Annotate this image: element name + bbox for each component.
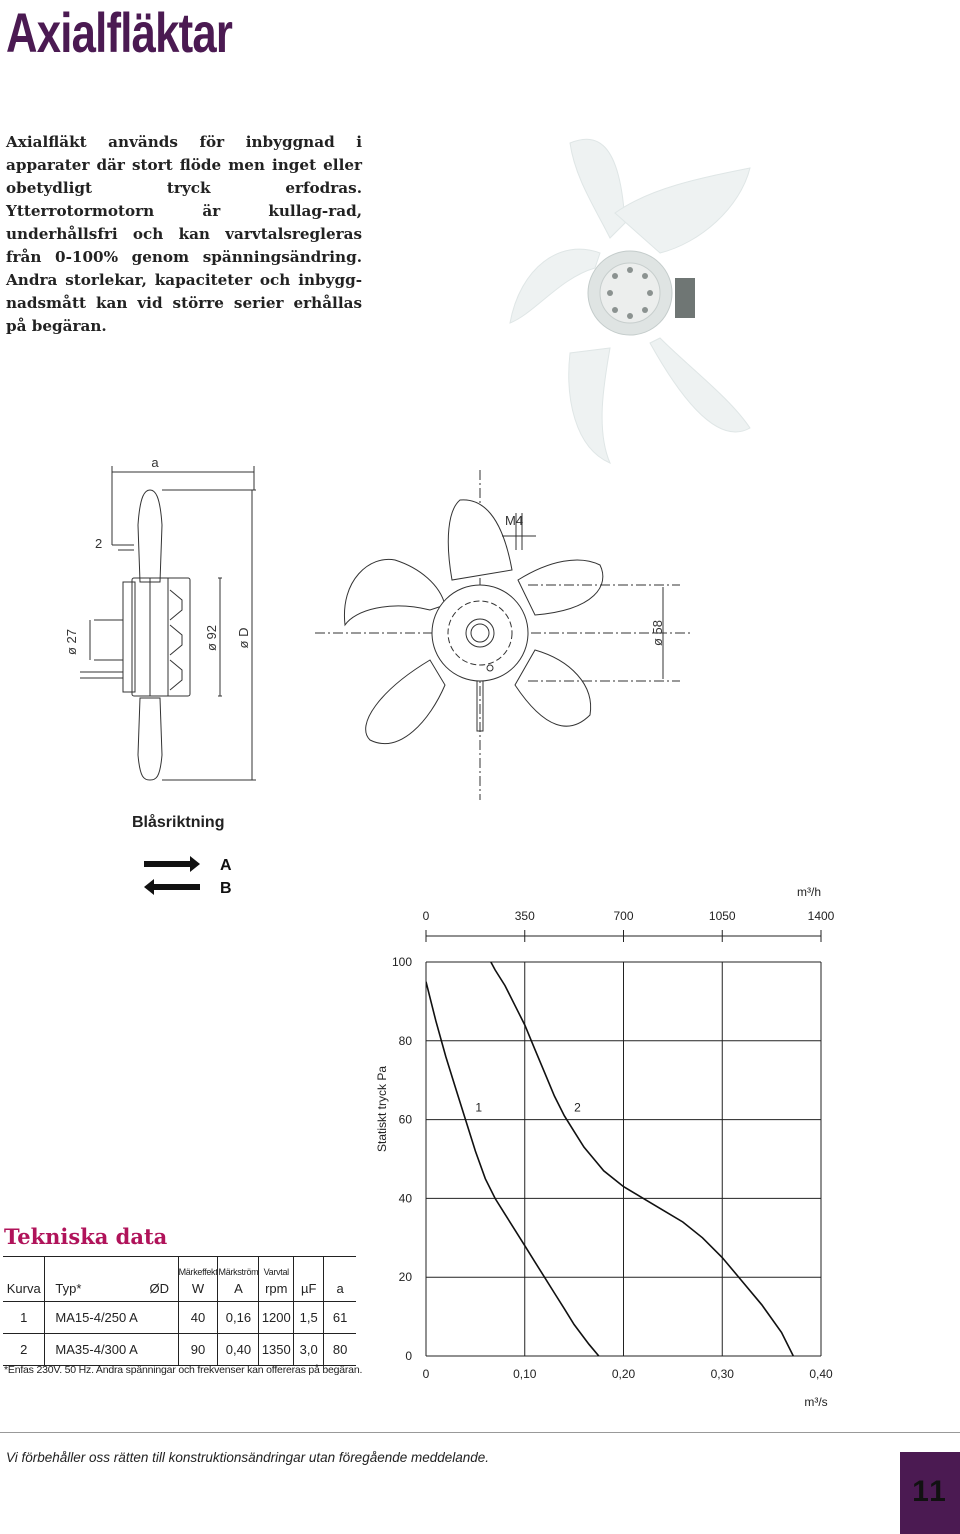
header-top-rpm: Varvtal (259, 1257, 294, 1278)
dim-a-label: a (151, 455, 159, 470)
header-od: ØD (149, 1281, 170, 1297)
cell-uf: 1,5 (294, 1301, 324, 1333)
header-uf: µF (294, 1277, 324, 1301)
fan-product-image (500, 128, 770, 468)
cell-kurva: 1 (20, 1309, 28, 1325)
x-tick-label: 0 (422, 1367, 430, 1381)
y-tick-label: 0 (405, 1349, 412, 1363)
series-label: 1 (475, 1100, 483, 1115)
cell-typ: MA15-4/250 A (45, 1301, 178, 1333)
page-number: 11 (900, 1452, 960, 1534)
page-title: Axialfläktar (6, 1, 233, 64)
x-tick-label: 0,10 (513, 1367, 537, 1381)
dim-92-label: ø 92 (204, 624, 219, 652)
header-dim-a: a (324, 1277, 356, 1301)
header-rpm: rpm (259, 1277, 294, 1301)
dim-m4-label: M4 (505, 513, 524, 528)
table-row (3, 1333, 356, 1365)
spec-table (3, 1256, 356, 1366)
blow-direction-arrows (140, 852, 240, 896)
top-axis-tick-label: 1050 (708, 909, 736, 923)
top-axis-unit: m³/h (797, 885, 821, 899)
cell-dim-a: 61 (324, 1301, 356, 1333)
cell-typ: MA35-4/300 A (45, 1333, 178, 1365)
cell-w: 90 (178, 1333, 218, 1365)
x-tick-label: 0,20 (611, 1367, 636, 1381)
series-label: 2 (574, 1100, 581, 1115)
dim-58-label: ø 58 (650, 619, 665, 647)
y-tick-label: 80 (398, 1033, 412, 1048)
disclaimer: Vi förbehåller oss rätten till konstruktionsändringar utan föregående meddelande. (6, 1450, 490, 1465)
table-row (3, 1301, 356, 1333)
table-footnote: *Enfas 230V. 50 Hz. Andra spänningar och frekvenser kan offereras på begäran. (4, 1364, 363, 1376)
cell-kurva: 2 (20, 1341, 28, 1357)
y-tick-label: 40 (398, 1191, 412, 1206)
header-top-a: Märkström (218, 1257, 259, 1278)
header-a: A (218, 1277, 259, 1301)
direction-a-label: A (220, 857, 232, 874)
section-title: Tekniska data (4, 1224, 168, 1249)
cell-dim-a: 80 (324, 1333, 356, 1365)
y-tick-label: 20 (398, 1270, 412, 1285)
top-axis-tick-label: 0 (422, 909, 430, 923)
cell-a: 0,40 (218, 1333, 259, 1365)
y-tick-label: 60 (398, 1112, 412, 1127)
header-typ: Typ* (45, 1277, 141, 1301)
header-w: W (178, 1277, 218, 1301)
dim-2-label: 2 (95, 536, 103, 551)
cell-uf: 3,0 (294, 1333, 324, 1365)
performance-chart (360, 870, 840, 1420)
technical-drawing (50, 450, 690, 810)
series-2-line (480, 942, 793, 1356)
cell-a: 0,16 (218, 1301, 259, 1333)
header-top-w: Märkeffekt (178, 1257, 218, 1278)
header-kurva: Kurva (6, 1281, 41, 1297)
x-tick-label: 0,40 (809, 1367, 833, 1381)
x-tick-label: 0,30 (710, 1367, 734, 1381)
top-axis-tick-label: 1400 (807, 909, 835, 923)
cell-rpm: 1200 (259, 1301, 294, 1333)
blow-direction-title: Blåsriktning (132, 814, 225, 831)
series-1-line (426, 982, 599, 1356)
intro-paragraph: Axialfläkt används för inbyggnad i apparater där stort flöde men inget eller obetydligt tryck erfodras. Ytterrotormotorn är kullag-rad, underhållsfri och kan varvtalsregleras från 0-100% genom spänningsändring. Andra storlekar, kapaciteter och inbygg-nadsmått kan vid större serier erhållas på begäran. (6, 133, 362, 335)
cell-w: 40 (178, 1301, 218, 1333)
dim-27-label: ø 27 (64, 628, 79, 656)
direction-b-label: B (220, 880, 232, 896)
top-axis-tick-label: 350 (514, 909, 535, 923)
cell-rpm: 1350 (259, 1333, 294, 1365)
dim-d-label: ø D (236, 627, 251, 649)
x-axis-unit: m³/s (804, 1395, 828, 1409)
footer-divider (0, 1432, 960, 1433)
y-axis-label: Statiskt tryck Pa (375, 1065, 389, 1153)
top-axis-tick-label: 700 (613, 909, 634, 923)
y-tick-label: 100 (391, 955, 412, 969)
